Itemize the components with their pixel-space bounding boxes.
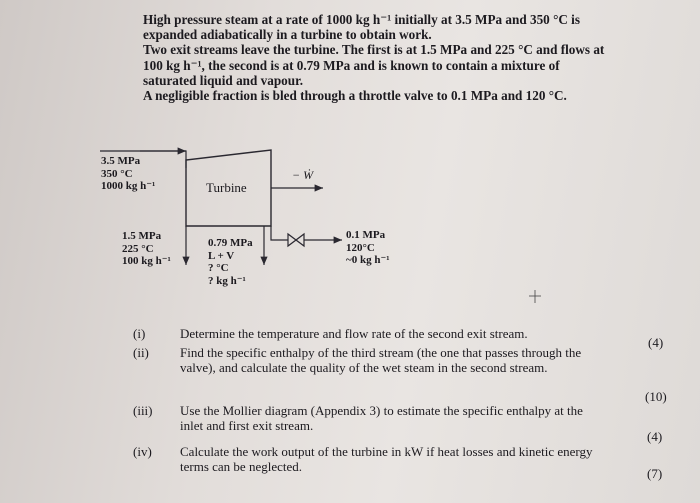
exit1-conditions: [122, 230, 171, 268]
problem-line: High pressure steam at a rate of 1000 kg h⁻¹ initially at 3.5 MPa and 350 °C is: [143, 12, 580, 27]
question-number: (iii): [133, 403, 153, 418]
exit2-flow: ? kg h⁻¹: [208, 274, 246, 287]
question-number: (ii): [133, 345, 149, 360]
inlet-conditions: [101, 155, 155, 193]
work-label: − Ẇ: [292, 168, 314, 182]
problem-line: A negligible fraction is bled through a throttle valve to 0.1 MPa and 120 °C.: [143, 88, 567, 104]
question-item: [133, 404, 653, 438]
question-text: Use the Mollier diagram (Appendix 3) to estimate the specific enthalpy at the inlet and first exit stream.: [180, 403, 583, 433]
exit2-conditions: [208, 237, 253, 287]
exit3-conditions: [346, 229, 390, 267]
question-text: Calculate the work output of the turbine in kW if heat losses and kinetic energy terms can be neglected.: [180, 444, 593, 474]
turbine-label: Turbine: [206, 180, 247, 195]
inlet-pressure: 3.5 MPa: [101, 155, 141, 167]
question-item: [133, 346, 653, 396]
throttle-valve-icon: [288, 234, 304, 246]
exit2-phase: L + V: [208, 249, 235, 262]
marks-label: (7): [647, 466, 663, 481]
exit1-flow: 100 kg h⁻¹: [122, 255, 171, 267]
cursor-crosshair-icon: [529, 290, 541, 303]
marks-label: (4): [647, 429, 663, 444]
marks-label: (4): [648, 335, 664, 350]
problem-line: saturated liquid and vapour.: [143, 72, 304, 88]
exit3-temperature: 120°C: [346, 241, 375, 254]
problem-line: expanded adiabatically in a turbine to obtain work.: [143, 27, 432, 43]
question-number: (i): [133, 326, 146, 341]
exit3-pipe: [271, 226, 288, 240]
question-item: [133, 445, 653, 479]
exit3-flow: ~0 kg h⁻¹: [346, 254, 390, 266]
exit3-pressure: 0.1 MPa: [346, 229, 386, 241]
question-text: Find the specific enthalpy of the third stream (the one that passes through the valve), and calculate the quality of the wet steam in the second stream.: [180, 345, 582, 375]
question-number: (iv): [133, 444, 152, 459]
inlet-temperature: 350 °C: [101, 167, 133, 180]
problem-line: 100 kg h⁻¹, the second is at 0.79 MPa and is known to contain a mixture of: [143, 57, 560, 73]
exit2-pressure: 0.79 MPa: [208, 237, 253, 249]
marks-label: (10): [645, 389, 667, 404]
exit1-pressure: 1.5 MPa: [122, 230, 162, 242]
exit2-temperature: ? °C: [208, 262, 229, 274]
question-text: Determine the temperature and flow rate of the second exit stream.: [180, 326, 528, 341]
question-item: [133, 327, 653, 347]
exit1-temperature: 225 °C: [122, 242, 154, 255]
inlet-flow: 1000 kg h⁻¹: [101, 180, 156, 192]
problem-line: Two exit streams leave the turbine. The first is at 1.5 MPa and 225 °C and flows at: [143, 42, 605, 58]
